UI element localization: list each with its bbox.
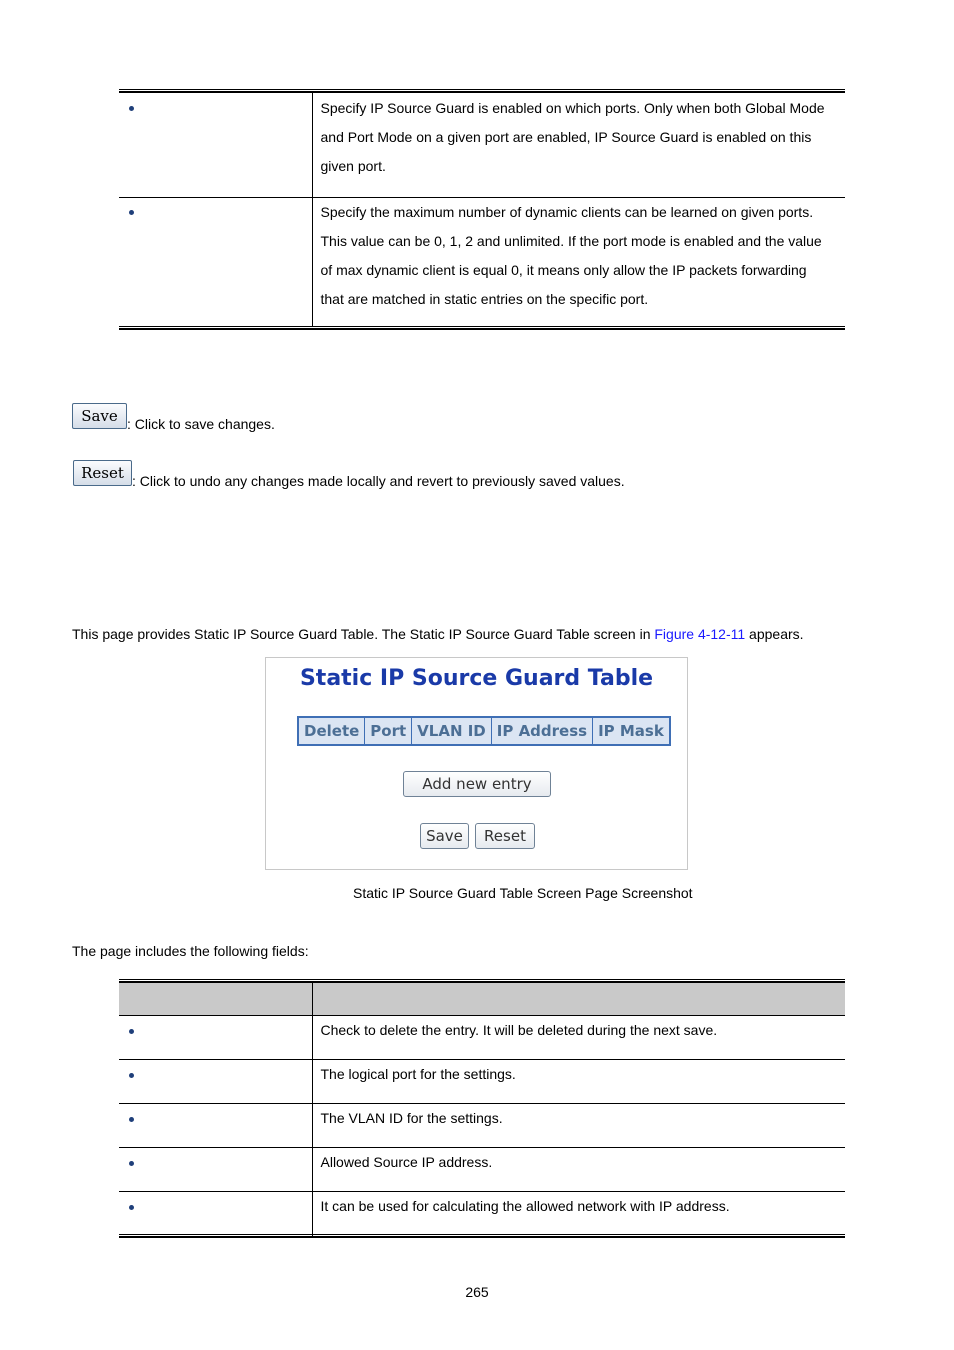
reset-button-description: : Click to undo any changes made locally and revert to previously saved values. <box>132 473 625 489</box>
bullet-icon <box>129 1161 134 1166</box>
description-cell: Allowed Source IP address. <box>312 1148 845 1192</box>
bullet-icon <box>129 1117 134 1122</box>
figure-link[interactable]: Figure 4-12-11 <box>654 626 746 642</box>
figure-save-button[interactable]: Save <box>420 823 469 849</box>
bullet-icon <box>129 210 134 215</box>
header-description <box>312 983 845 1016</box>
table-row <box>119 93 845 197</box>
reset-button[interactable]: Reset <box>73 460 132 486</box>
figure-title: Static IP Source Guard Table <box>299 666 654 691</box>
object-cell <box>119 1016 312 1060</box>
fields-table <box>119 983 845 1236</box>
column-header-ip-address: IP Address <box>492 718 593 744</box>
figure-screenshot <box>265 657 688 870</box>
figure-table-header <box>297 716 671 746</box>
object-cell <box>119 1060 312 1104</box>
intro-paragraph: This page provides Static IP Source Guard Table. The Static IP Source Guard Table screen in Figure 4-12-11 appears. <box>72 626 804 642</box>
page-number: 265 <box>465 1284 489 1300</box>
add-new-entry-button[interactable]: Add new entry <box>403 771 551 797</box>
fields-intro: The page includes the following fields: <box>72 943 309 959</box>
table-row <box>119 1192 845 1236</box>
table-row <box>119 1148 845 1192</box>
column-header-delete: Delete <box>299 718 365 744</box>
bullet-icon <box>129 1029 134 1034</box>
table-header-row <box>119 983 845 1016</box>
table-row <box>119 1060 845 1104</box>
table-row <box>119 1016 845 1060</box>
figure-caption: Static IP Source Guard Table Screen Page Screenshot <box>353 885 693 901</box>
description-cell: Specify the maximum number of dynamic clients can be learned on given ports. This value can be 0, 1, 2 and unlimited. If the port mode is enabled and the value of max dynamic client is equal 0, it means only allow the IP packets forwarding that are matched in static entries on the specific port. <box>320 203 822 307</box>
top-table-bottom-rule <box>119 326 845 330</box>
column-header-ip-mask: IP Mask <box>598 722 664 740</box>
description-cell: Specify IP Source Guard is enabled on which ports. Only when both Global Mode and Port Mode on a given port are enabled, IP Source Guard is enabled on this given port. <box>312 93 845 197</box>
bullet-icon <box>129 1073 134 1078</box>
bullet-icon <box>129 106 134 111</box>
table-row <box>119 197 845 327</box>
fields-table-bottom-rule <box>119 1234 845 1238</box>
figure-reset-button[interactable]: Reset <box>475 823 535 849</box>
description-cell: The VLAN ID for the settings. <box>312 1104 845 1148</box>
save-button[interactable]: Save <box>72 403 127 429</box>
object-cell <box>119 1104 312 1148</box>
save-button-description: : Click to save changes. <box>127 416 275 432</box>
object-cell <box>119 197 312 327</box>
object-cell <box>119 1148 312 1192</box>
table-row <box>119 1104 845 1148</box>
object-cell <box>119 1192 312 1236</box>
column-header-vlan-id: VLAN ID <box>412 718 492 744</box>
header-object <box>119 983 312 1016</box>
description-cell: It can be used for calculating the allowed network with IP address. <box>320 1198 730 1214</box>
description-cell: The logical port for the settings. <box>312 1060 845 1104</box>
top-param-table <box>119 93 845 327</box>
bullet-icon <box>129 1205 134 1210</box>
description-cell: Check to delete the entry. It will be deleted during the next save. <box>312 1016 845 1060</box>
column-header-port: Port <box>365 718 412 744</box>
object-cell <box>119 93 312 197</box>
